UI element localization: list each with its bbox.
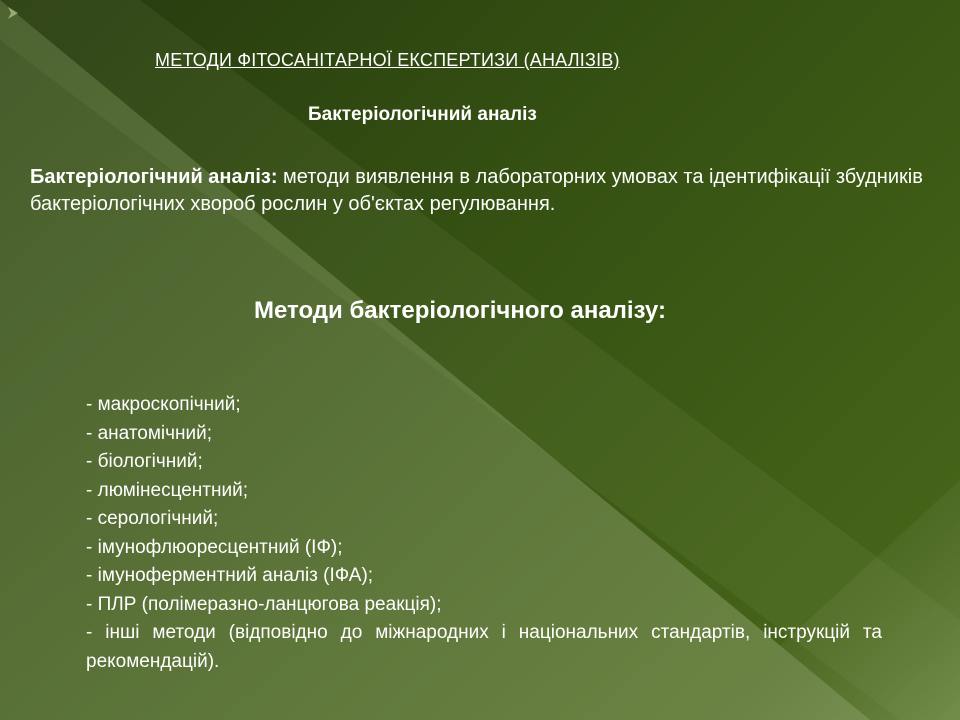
slide-subtitle: Бактеріологічний аналіз bbox=[308, 104, 537, 125]
slide-title: МЕТОДИ ФІТОСАНІТАРНОЇ ЕКСПЕРТИЗИ (АНАЛІЗІВ) bbox=[155, 50, 620, 70]
arrow-icon bbox=[6, 6, 20, 20]
list-item: - серологічний; bbox=[86, 508, 219, 529]
list-item: - ПЛР (полімеразно-ланцюгова реакція); bbox=[86, 593, 442, 615]
list-item: - анатомічний; bbox=[86, 422, 213, 444]
list-item: - імуноферментний аналіз (ІФА); bbox=[86, 565, 374, 586]
list-item: - люмінесцентний; bbox=[86, 479, 249, 501]
definition-text: методи виявлення в лабораторних умовах та ідентифікації збудників бактеріологічних хвороб рослин у об'єктах регулювання. bbox=[30, 166, 923, 215]
definition-paragraph bbox=[30, 164, 930, 218]
methods-heading: Методи бактеріологічного аналізу: bbox=[254, 297, 666, 324]
list-item: - імунофлюоресцентний (ІФ); bbox=[86, 536, 343, 558]
methods-list bbox=[86, 391, 882, 676]
list-item: - біологічний; bbox=[86, 451, 203, 472]
list-item: - макроскопічний; bbox=[86, 394, 241, 415]
list-item: - інші методи (відповідно до міжнародних і національних стандартів, інструкцій та рекомендацій). bbox=[86, 622, 882, 672]
definition-term: Бактеріологічний аналіз: bbox=[30, 166, 278, 188]
